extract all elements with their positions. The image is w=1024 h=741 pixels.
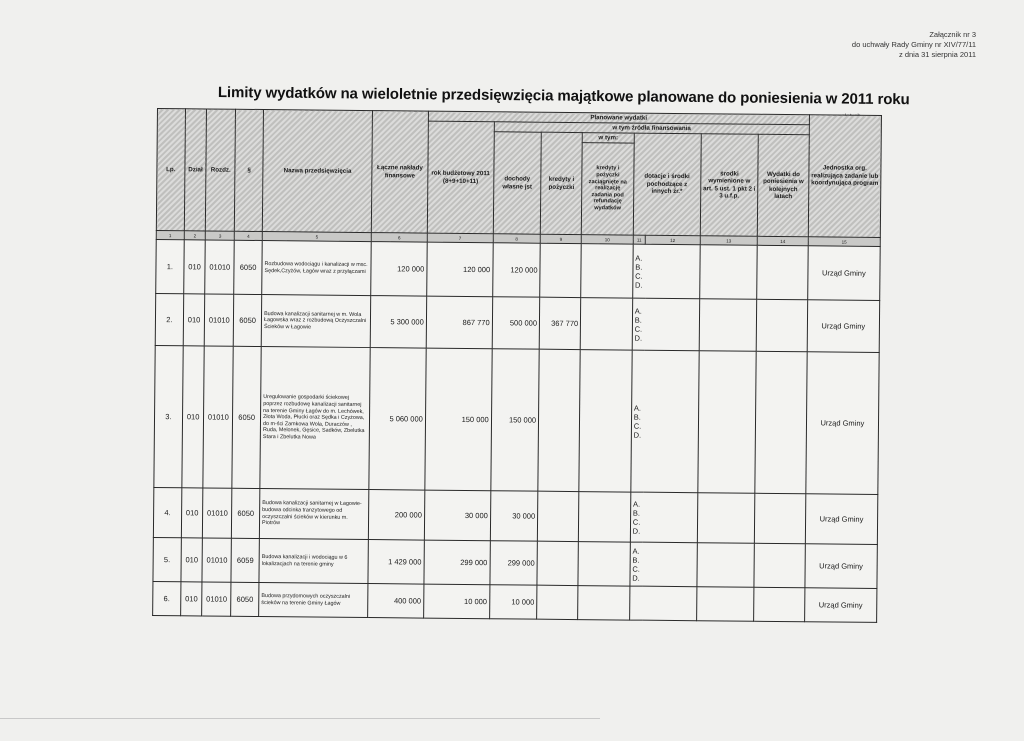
column-number: 12 — [645, 235, 700, 245]
cell-grants — [632, 298, 699, 351]
column-number: 6 — [371, 233, 427, 243]
cell-unit: Urząd Gminy — [805, 544, 878, 589]
attachment-line: do uchwały Rady Gminy nr XIV/77/11 — [851, 40, 976, 49]
cell-later — [757, 245, 808, 299]
cell-grants — [629, 586, 696, 621]
cell-credits — [540, 243, 582, 297]
cell-paragraph: 6059 — [231, 538, 259, 582]
cell-dzial: 010 — [181, 488, 203, 538]
cell-own: 299 000 — [490, 541, 538, 585]
cell-unit: Urząd Gminy — [806, 352, 880, 495]
grant-code: A. — [635, 253, 643, 263]
attachment-line: z dnia 31 sierpnia 2011 — [899, 50, 976, 59]
cell-credits-refund — [579, 492, 631, 542]
cell-year: 10 000 — [423, 584, 489, 619]
grant-code: C. — [634, 324, 643, 334]
header-credits-refund: kredyty i pożyczki zaciągnięte na realizację zadania pod refundację wydatków — [582, 143, 634, 235]
column-number: 9 — [540, 234, 581, 243]
cell-credits-refund — [580, 298, 632, 350]
cell-later — [754, 587, 805, 621]
cell-dzial: 010 — [180, 582, 202, 616]
cell-credits — [537, 491, 579, 541]
cell-grants — [630, 542, 697, 587]
header-lp: Lp. — [156, 109, 185, 231]
cell-total: 1 429 000 — [368, 540, 424, 585]
cell-later — [757, 299, 808, 351]
grant-code: A. — [633, 403, 642, 413]
grant-code: A. — [632, 546, 640, 556]
cell-rozdz: 01010 — [202, 582, 231, 616]
grant-code: B. — [635, 262, 643, 272]
cell-funds — [697, 493, 755, 544]
cell-name: Budowa kanalizacji i wodociągu w 6 lokalizacjach na terenie gminy — [259, 539, 369, 584]
cell-lp: 4. — [153, 487, 181, 537]
grant-code: D. — [635, 280, 643, 290]
cell-total: 200 000 — [369, 490, 425, 541]
cell-rozdz: 01010 — [203, 488, 232, 538]
column-number: 4 — [234, 231, 262, 240]
cell-dzial: 010 — [183, 294, 205, 346]
header-later: Wydatki do poniesienia w kolejnych latach — [758, 134, 809, 236]
cell-lp: 3. — [154, 345, 183, 487]
column-number: 1 — [156, 230, 184, 239]
cell-name: Uregulowanie gospodarki ściekowej poprzez rozbudowę kanalizacji sanitarnej na terenie Gminy Łagów do m. Lechówek, Złota Woda, Płucki oraz Sędka i Czyżowa, do m-ści Zamkowa Wola, Duraczów , Ruda, Melonek, Gęsice, Sadków, Zbelutka Stara i Zbelutka Nowa — [260, 347, 371, 490]
limits-table-container — [152, 108, 882, 623]
cell-funds — [699, 245, 757, 300]
column-number: 3 — [206, 231, 235, 240]
cell-name: Budowa kanalizacji sanitarnej w Łagowie- budowa odcinka tranzytowego od oczyszczalni ścieków w kierunku m. Piotrów — [259, 489, 369, 540]
cell-unit: Urząd Gminy — [807, 246, 880, 301]
cell-paragraph: 6050 — [233, 294, 261, 346]
cell-paragraph: 6050 — [232, 488, 260, 538]
header-grants: dotacje i środki pochodzące z innych źr.* — [633, 133, 701, 236]
grant-code: D. — [632, 573, 640, 583]
cell-dzial: 010 — [184, 240, 206, 294]
grant-code: B. — [634, 315, 642, 325]
cell-paragraph: 6050 — [234, 240, 262, 294]
cell-dzial: 010 — [182, 346, 205, 488]
column-number: 2 — [184, 231, 206, 240]
cell-funds — [697, 543, 755, 588]
column-number: 14 — [758, 236, 809, 245]
header-credits: kredyty i pożyczki — [540, 132, 582, 234]
header-of-which: w tym: — [582, 133, 634, 143]
header-own: dochody własne jst — [493, 132, 541, 234]
cell-year: 867 770 — [426, 296, 492, 349]
header-name: Nazwa przedsięwzięcia — [262, 110, 372, 233]
column-number: 15 — [808, 237, 880, 247]
cell-grants — [631, 350, 699, 493]
cell-rozdz: 01010 — [205, 240, 234, 294]
grant-code: D. — [633, 430, 642, 440]
cell-grants — [632, 244, 699, 299]
column-number: 8 — [493, 234, 540, 243]
table-row — [154, 345, 879, 494]
header-funds: środki wymienione w art. 5 ust. 1 pkt 2 i 3 u.f.p. — [700, 134, 759, 237]
header-dzial: Dział — [184, 109, 207, 231]
header-sources: w tym źródła finansowania — [494, 122, 809, 135]
cell-total: 5 300 000 — [370, 296, 426, 349]
cell-own: 120 000 — [492, 243, 540, 297]
cell-paragraph: 6050 — [231, 582, 259, 616]
cell-rozdz: 01010 — [205, 294, 234, 346]
column-number: 13 — [700, 236, 758, 246]
cell-lp: 2. — [155, 293, 183, 345]
cell-credits — [537, 541, 579, 585]
table-row — [153, 537, 877, 588]
grant-code: A. — [632, 499, 641, 509]
cell-own: 150 000 — [491, 349, 540, 491]
cell-later — [754, 543, 805, 587]
cell-rozdz: 01010 — [202, 538, 231, 582]
cell-year: 150 000 — [425, 348, 492, 491]
cell-dzial: 010 — [181, 538, 203, 582]
grant-code: C. — [633, 421, 642, 431]
header-year: rok budżetowy 2011 (8+9+10+11) — [427, 121, 494, 234]
header-total: Łączne nakłady finansowe — [372, 111, 429, 234]
grant-code: C. — [635, 271, 643, 281]
column-number: 5 — [262, 232, 371, 242]
cell-unit: Urząd Gminy — [805, 494, 878, 545]
table-row — [153, 487, 877, 544]
grant-code: B. — [632, 555, 640, 565]
column-number: 11 — [633, 235, 645, 244]
grant-code: D. — [632, 526, 641, 536]
cell-credits — [538, 349, 581, 491]
table-row — [153, 581, 877, 622]
cell-total: 400 000 — [368, 584, 424, 619]
cell-funds — [698, 351, 757, 494]
grant-code: D. — [634, 333, 643, 343]
column-number: 10 — [581, 235, 633, 244]
cell-own: 500 000 — [492, 297, 540, 349]
cell-lp: 6. — [153, 581, 181, 615]
cell-year: 299 000 — [424, 540, 490, 585]
cell-own: 30 000 — [490, 491, 538, 541]
cell-unit: Urząd Gminy — [804, 588, 877, 623]
header-paragraph: § — [235, 109, 264, 231]
cell-rozdz: 01010 — [203, 346, 233, 488]
cell-credits-refund — [578, 542, 630, 586]
header-unit: Jednostka org. realizująca zadanie lub koordynująca program — [808, 115, 881, 238]
table-row — [155, 293, 879, 352]
table-row — [156, 239, 880, 300]
cell-total: 120 000 — [371, 242, 427, 297]
cell-credits-refund — [579, 350, 632, 492]
cell-unit: Urząd Gminy — [807, 300, 880, 353]
attachment-note — [852, 30, 976, 60]
document-title: Limity wydatków na wieloletnie przedsięwzięcia majątkowe planowane do poniesienia w 2011 roku — [217, 84, 910, 109]
cell-later — [755, 351, 807, 493]
cell-total: 5 060 000 — [369, 348, 426, 491]
cell-lp: 5. — [153, 537, 181, 581]
grant-code: B. — [633, 412, 641, 422]
cell-name: Budowa przydomowych oczyszczalni ścieków na terenie Gminy Łagów — [259, 583, 368, 618]
header-rozdz: Rozdz. — [206, 109, 236, 231]
grant-code: B. — [632, 508, 641, 518]
cell-funds — [699, 299, 757, 352]
grant-code: C. — [632, 517, 641, 527]
cell-credits-refund — [581, 244, 633, 298]
cell-grants — [630, 492, 697, 543]
cell-later — [755, 493, 806, 543]
cell-year: 120 000 — [427, 242, 493, 297]
page-edge-line — [0, 718, 600, 719]
grant-code: A. — [634, 306, 642, 316]
limits-table — [152, 108, 882, 623]
cell-credits — [537, 585, 579, 619]
column-number: 7 — [427, 233, 493, 243]
attachment-line: Załącznik nr 3 — [929, 30, 976, 39]
cell-credits: 367 770 — [539, 297, 581, 349]
cell-name: Budowa kanalizacji sanitarnej w m. Wola Łagowska wraz z rozbudową Oczyszczalni Ścieków w Łagowie — [261, 295, 371, 348]
cell-lp: 1. — [156, 239, 184, 293]
cell-name: Rozbudowa wodociągu i kanalizacji w msc. Sędek,Czyżów, Łagów wraz z przyłączami — [262, 241, 372, 296]
cell-paragraph: 6050 — [232, 346, 261, 488]
cell-own: 10 000 — [489, 585, 537, 619]
cell-funds — [696, 587, 754, 622]
cell-year: 30 000 — [424, 490, 490, 541]
grant-code: C. — [632, 564, 640, 574]
cell-credits-refund — [578, 586, 630, 620]
header-planned: Planowane wydatki — [428, 111, 809, 125]
